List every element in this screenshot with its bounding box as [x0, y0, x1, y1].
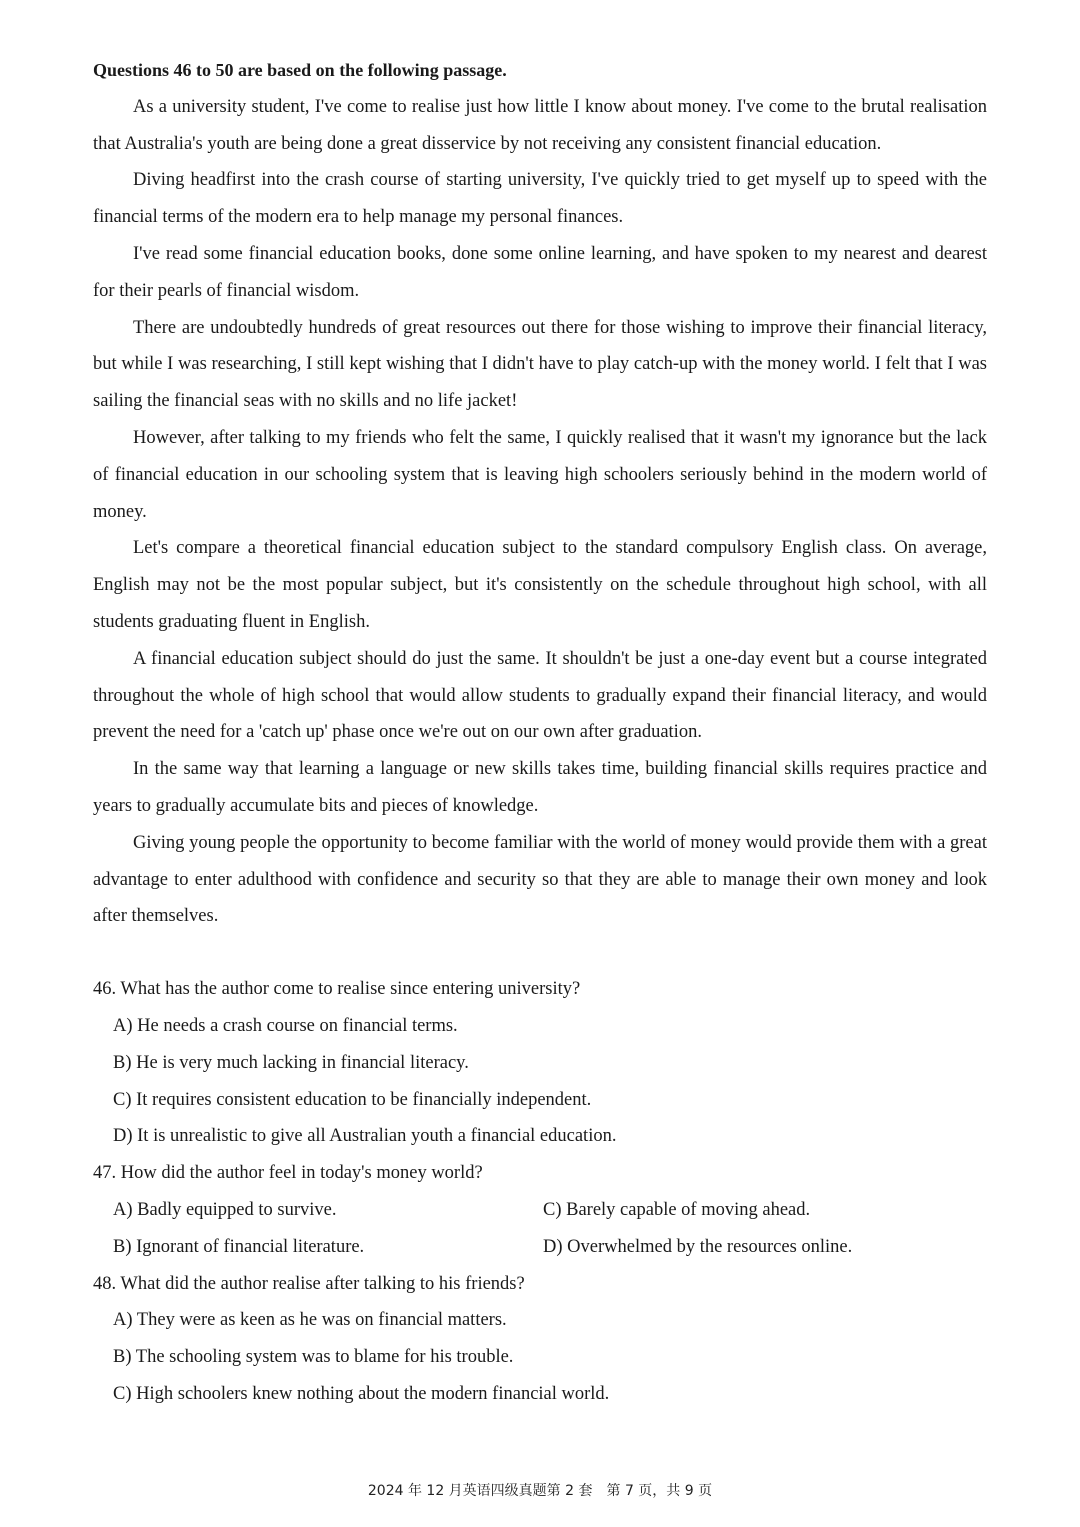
option-c: C) High schoolers knew nothing about the modern financial world. — [113, 1383, 610, 1404]
question-stem: 48. What did the author realise after talking to his friends? — [93, 1273, 525, 1294]
question-list — [93, 971, 987, 1413]
section-heading: Questions 46 to 50 are based on the following passage. — [93, 60, 507, 80]
exam-page — [93, 52, 987, 1413]
passage-paragraph: In the same way that learning a language or new skills takes time, building financial skills requires practice and years to gradually accumulate bits and pieces of knowledge. — [93, 759, 987, 816]
passage-paragraph: There are undoubtedly hundreds of great resources out there for those wishing to improve their financial literacy, but while I was researching, I still kept wishing that I didn't have to play catch-up with the money world. I felt that I was sailing the financial seas with no skills and no life jacket! — [93, 317, 987, 412]
option-d: D) Overwhelmed by the resources online. — [543, 1236, 853, 1257]
question-stem: 47. How did the author feel in today's money world? — [93, 1163, 483, 1184]
option-a: A) Badly equipped to survive. — [113, 1199, 337, 1220]
option-a: A) He needs a crash course on financial terms. — [113, 1015, 458, 1036]
option-c: C) It requires consistent education to be financially independent. — [113, 1089, 592, 1110]
option-d: D) It is unrealistic to give all Australian youth a financial education. — [113, 1126, 617, 1147]
passage-paragraph: Giving young people the opportunity to become familiar with the world of money would provide them with a great advantage to enter adulthood with confidence and security so that they are able to manage their own money and look after themselves. — [93, 832, 987, 927]
passage-paragraph: I've read some financial education books, done some online learning, and have spoken to my nearest and dearest for their pearls of financial wisdom. — [93, 243, 987, 301]
option-b: B) The schooling system was to blame for his trouble. — [113, 1347, 514, 1368]
passage — [93, 89, 987, 935]
option-a: A) They were as keen as he was on financial matters. — [113, 1310, 507, 1331]
passage-paragraph: However, after talking to my friends who felt the same, I quickly realised that it wasn't my ignorance but the lack of financial education in our schooling system that is leaving high schoolers seriously behind in the modern world of money. — [93, 427, 987, 522]
passage-paragraph: A financial education subject should do just the same. It shouldn't be just a one-day event but a course integrated throughout the whole of high school that would allow students to gradually expand their financial literacy, and would prevent the need for a 'catch up' phase once we're out on our own after graduation. — [93, 648, 987, 743]
page-footer: 2024 年 12 月英语四级真题第 2 套 第 7 页，共 9 页 — [367, 1483, 713, 1499]
passage-paragraph: As a university student, I've come to realise just how little I know about money. I've come to the brutal realisation that Australia's youth are being done a great disservice by not receiving any consistent financial education. — [93, 96, 987, 154]
option-row — [113, 1192, 987, 1229]
passage-paragraph: Diving headfirst into the crash course of starting university, I've quickly tried to get myself up to speed with the financial terms of the modern era to help manage my personal finances. — [93, 170, 987, 228]
passage-paragraph: Let's compare a theoretical financial education subject to the standard compulsory English class. On average, English may not be the most popular subject, but it's consistently on the schedule throughout high school, with all students graduating fluent in English. — [93, 538, 987, 632]
question-48 — [93, 1266, 987, 1413]
question-stem: 46. What has the author come to realise since entering university? — [93, 979, 581, 1000]
option-b: B) He is very much lacking in financial literacy. — [113, 1052, 469, 1073]
option-b: B) Ignorant of financial literature. — [113, 1236, 365, 1257]
option-row — [113, 1229, 987, 1266]
question-47 — [93, 1155, 987, 1265]
option-c: C) Barely capable of moving ahead. — [543, 1199, 811, 1220]
question-46 — [93, 971, 987, 1155]
